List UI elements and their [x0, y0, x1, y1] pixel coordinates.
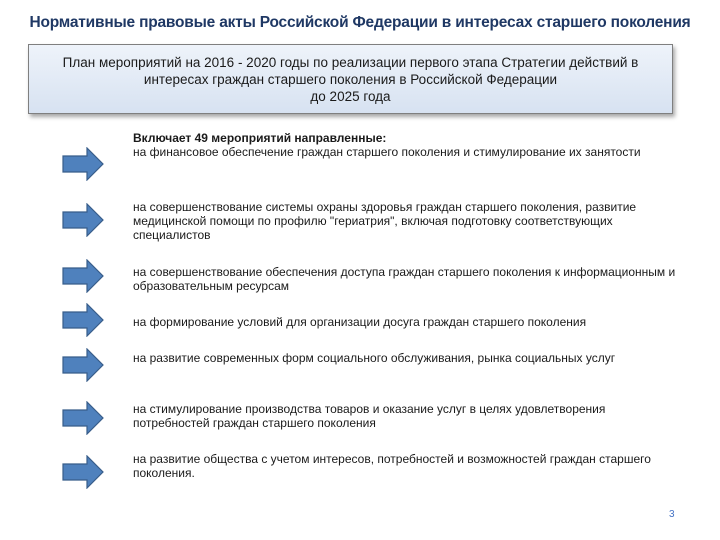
arrow-right-icon: [62, 303, 104, 337]
list-item-health: на совершенствование системы охраны здоровья граждан старшего поколения, развитие медицинской помощи по профилю "гериатрия", включая подготовку соответствующих специалистов: [133, 200, 637, 242]
list-item-information: на совершенствование обеспечения доступа граждан старшего поколения к информационным и образовательным ресурсам: [133, 265, 676, 293]
intro-block: [133, 131, 678, 159]
list-item-social-services: на развитие современных форм социального обслуживания, рынка социальных услуг: [133, 351, 616, 365]
list-item-society: на развитие общества с учетом интересов, потребностей и возможностей граждан старшего поколения.: [133, 452, 651, 480]
page-number: 3: [669, 509, 675, 520]
arrow-right-icon: [62, 147, 104, 181]
arrow-right-icon: [62, 259, 104, 293]
plan-title-line-1: План мероприятий на 2016 - 2020 годы по реализации первого этапа Стратегии действий в: [62, 55, 639, 70]
arrow-right-icon: [62, 203, 104, 237]
arrow-right-icon: [62, 455, 104, 489]
plan-title-line-2: интересах граждан старшего поколения в Российской Федерации: [143, 72, 558, 87]
list-item-goods-services: на стимулирование производства товаров и оказание услуг в целях удовлетворения потребностей граждан старшего поколения: [133, 402, 606, 430]
list-item-leisure: на формирование условий для организации досуга граждан старшего поколения: [133, 315, 587, 329]
list-item-financial: на финансовое обеспечение граждан старшего поколения и стимулирование их занятости: [133, 145, 641, 159]
arrow-right-icon: [62, 401, 104, 435]
plan-title-line-3: до 2025 года: [310, 89, 391, 104]
plan-box: [28, 44, 673, 114]
intro-heading: Включает 49 мероприятий направленные:: [133, 131, 387, 145]
page-title: Нормативные правовые акты Российской Федерации в интересах старшего поколения: [29, 14, 691, 31]
arrow-right-icon: [62, 348, 104, 382]
